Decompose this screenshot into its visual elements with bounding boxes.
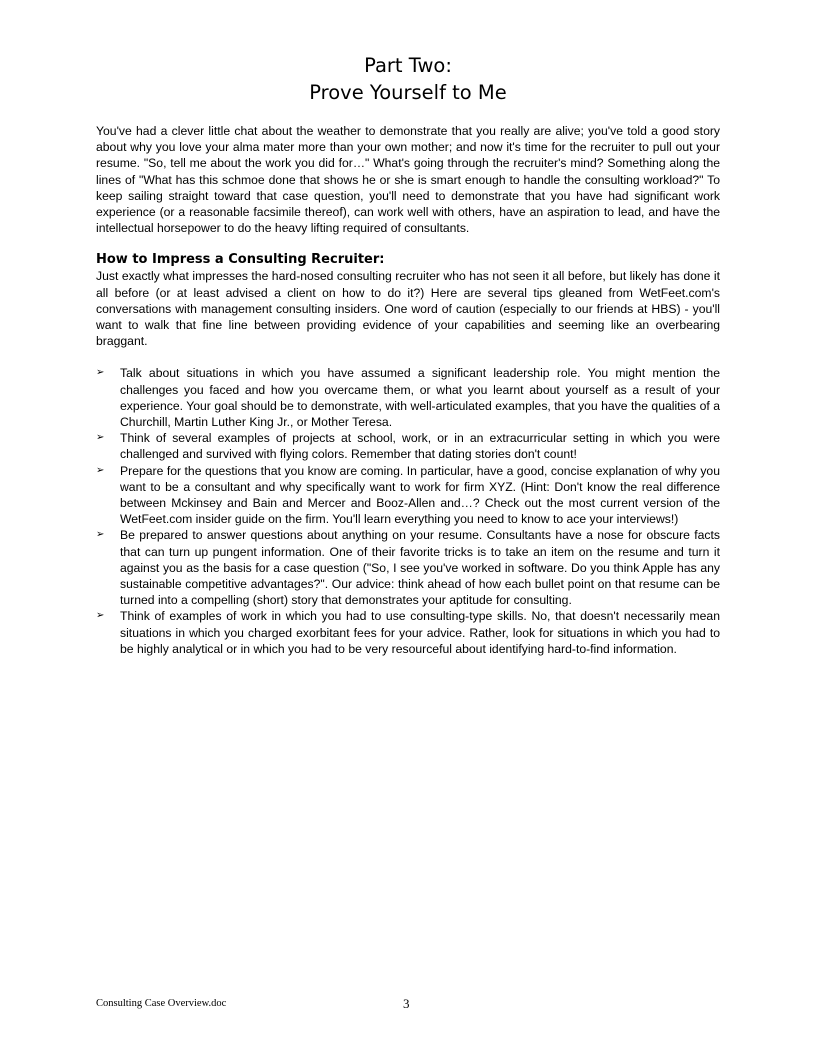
title-line-1: Part Two:	[364, 54, 452, 77]
document-body	[96, 123, 720, 657]
tip-text: Think of several examples of projects at school, work, or in an extracurricular setting in which you were challenged and survived with flying colors. Remember that dating stories don't count!	[120, 431, 720, 462]
section-heading: How to Impress a Consulting Recruiter:	[96, 252, 385, 268]
tip-item	[96, 463, 720, 528]
arrow-bullet-icon: ➢	[96, 610, 105, 622]
footer-filename: Consulting Case Overview.doc	[96, 998, 227, 1009]
arrow-bullet-icon: ➢	[96, 432, 105, 444]
tip-item	[96, 608, 720, 657]
tip-text: Talk about situations in which you have assumed a significant leadership role. You might mention the challenges you faced and how you overcame them, or what you learnt about yourself as a result of your experience. Your goal should be to demonstrate, with well-articulated examples, that you have the qualities of a Churchill, Martin Luther King Jr., or Mother Teresa.	[120, 366, 720, 430]
title-line-2: Prove Yourself to Me	[309, 81, 507, 104]
tip-text: Prepare for the questions that you know are coming. In particular, have a good, concise explanation of why you want to be a consultant and why specifically want to work for firm XYZ. (Hint: Don't know the real difference between Mckinsey and Bain and Mercer and Booz-Allen and…? Check out the most current version of the WetFeet.com insider guide on the firm. You'll learn everything you need to know to ace your interviews!)	[120, 463, 720, 527]
tip-item	[96, 527, 720, 608]
section-intro-paragraph: Just exactly what impresses the hard-nosed consulting recruiter who has not seen it all before, but likely has done it all before (or at least advised a client on how to do it?) Here are several tips gleaned from WetFeet.com's conversations with management consulting insiders. One word of caution (especially to our friends at HBS) - you'll want to walk that fine line between providing evidence of your capabilities and seeming like an overbearing braggant.	[96, 269, 720, 349]
intro-paragraph: You've had a clever little chat about the weather to demonstrate that you really are alive; you've told a good story about why you love your alma mater more than your own mother; and now it's time for the recruiter to pull out your resume. "So, tell me about the work you did for…" What's going through the recruiter's mind? Something along the lines of "What has this schmoe done that shows he or she is smart enough to handle the consulting workload?" To keep sailing straight toward that case question, you'll need to demonstrate that you have had significant work experience (or a reasonable facsimile thereof), can work well with others, have an aspiration to lead, and have the intellectual horsepower to do the heavy lifting required of consultants.	[96, 124, 720, 236]
page-title	[0, 52, 816, 106]
tips-list	[96, 365, 720, 657]
tip-item	[96, 430, 720, 462]
tip-item	[96, 365, 720, 430]
tip-text: Be prepared to answer questions about anything on your resume. Consultants have a nose for obscure facts that can turn up pungent information. One of their favorite tricks is to take an item on the resume and turn it against you as the basis for a case question ("So, I see you've worked in software. Do you think Apple has any sustainable competitive advantages?". Our advice: think ahead of how each bullet point on that resume can be turned into a compelling (short) story that demonstrates your aptitude for consulting.	[120, 528, 720, 608]
arrow-bullet-icon: ➢	[96, 367, 105, 379]
arrow-bullet-icon: ➢	[96, 529, 105, 541]
footer-page-number: 3	[403, 996, 410, 1011]
tip-text: Think of examples of work in which you had to use consulting-type skills. No, that doesn't necessarily mean situations in which you charged exorbitant fees for your advice. Rather, look for situations in which you had to be highly analytical or in which you had to be very resourceful about identifying hard-to-find information.	[120, 609, 720, 656]
arrow-bullet-icon: ➢	[96, 464, 105, 476]
